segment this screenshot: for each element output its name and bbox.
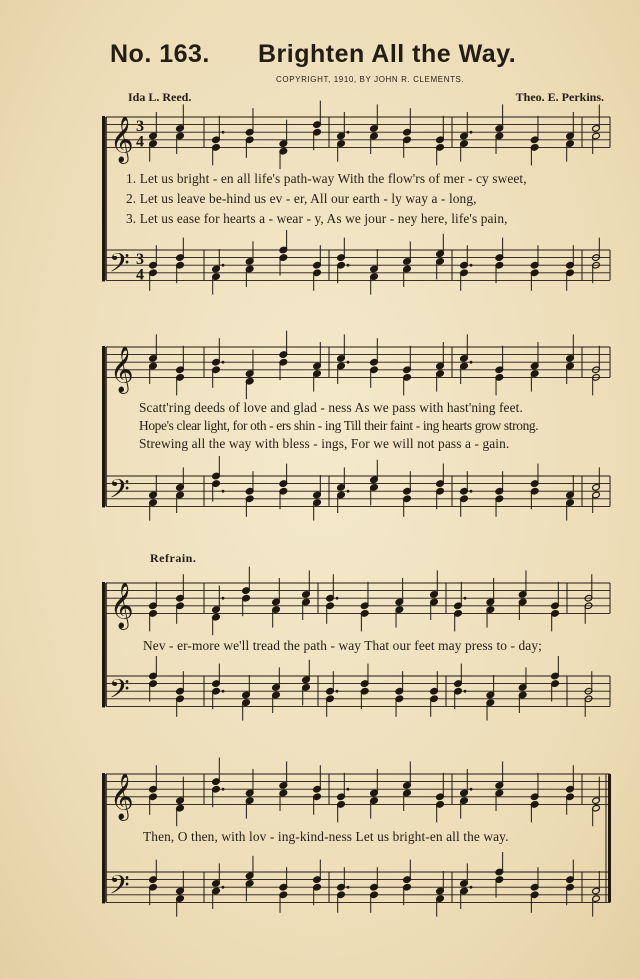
lyric-line-verse-2: 2. Let us leave be-hind us ev - er, All our earth - ly way a - long, [126,191,477,206]
lyric-line-verse-2b: Hope's clear light, for oth - ers shin - ing Till their faint - ing hearts grow strong. [139,418,539,433]
dotted-note-dot [464,690,467,693]
hymn-number: No. 163. [110,40,210,68]
dotted-note-dot [347,788,350,791]
dotted-note-dot [222,490,225,493]
bass-clef-icon: 𝄢 [109,246,130,285]
treble-clef-icon: 𝄞 [110,582,134,629]
lyric-line-refrain-1: Nev - er-more we'll tread the path - way That our feet may press to - day; [143,638,542,653]
dotted-note-dot [470,788,473,791]
lyricist-credit: Ida L. Reed. [128,90,192,104]
system-brace [102,582,105,707]
dotted-note-dot [470,264,473,267]
dotted-note-dot [222,597,225,600]
treble-clef-icon: 𝄞 [110,346,134,393]
dotted-note-dot [347,361,350,364]
time-signature-bass: 4 [136,266,144,284]
hymn-title: Brighten All the Way. [258,40,517,68]
lyric-line-verse-3: 3. Let us ease for hearts a - wear - y, As we jour - ney here, life's pain, [126,211,508,226]
system-brace [102,773,105,903]
dotted-note-dot [222,361,225,364]
lyric-line-refrain-2: Then, O then, with lov - ing-kind-ness Let us bright-en all the way. [143,829,509,844]
copyright-notice: COPYRIGHT, 1910, BY JOHN R. CLEMENTS. [276,75,465,84]
system-brace [102,346,105,507]
dotted-note-dot [347,264,350,267]
dotted-note-dot [470,886,473,889]
dotted-note-dot [336,690,339,693]
treble-clef-icon: 𝄞 [110,116,134,163]
dotted-note-dot [222,264,225,267]
dotted-note-dot [222,886,225,889]
bass-clef-icon: 𝄢 [109,868,130,907]
system-brace [102,116,105,281]
final-barline-thick [608,774,611,902]
lyric-line-verse-1: 1. Let us bright - en all life's path-way With the flow'rs of mer - cy sweet, [126,171,527,186]
dotted-note-dot [222,788,225,791]
refrain-label: Refrain. [150,551,197,565]
dotted-note-dot [222,690,225,693]
treble-clef-icon: 𝄞 [110,773,134,820]
dotted-note-dot [347,490,350,493]
bass-clef-icon: 𝄢 [109,672,130,711]
time-signature-treble: 3 [136,118,144,136]
dotted-note-dot [464,597,467,600]
dotted-note-dot [470,131,473,134]
lyric-line-verse-1b: Scatt'ring deeds of love and glad - ness As we pass with hast'ning feet. [139,400,523,415]
time-signature-treble: 4 [136,133,144,151]
dotted-note-dot [470,361,473,364]
dotted-note-dot [347,886,350,889]
time-signature-bass: 3 [136,251,144,269]
composer-credit: Theo. E. Perkins. [515,90,604,104]
dotted-note-dot [336,597,339,600]
dotted-note-dot [470,490,473,493]
dotted-note-dot [222,131,225,134]
bass-clef-icon: 𝄢 [109,472,130,511]
dotted-note-dot [347,131,350,134]
lyric-line-verse-3b: Strewing all the way with bless - ings, For we will not pass a - gain. [139,436,510,451]
